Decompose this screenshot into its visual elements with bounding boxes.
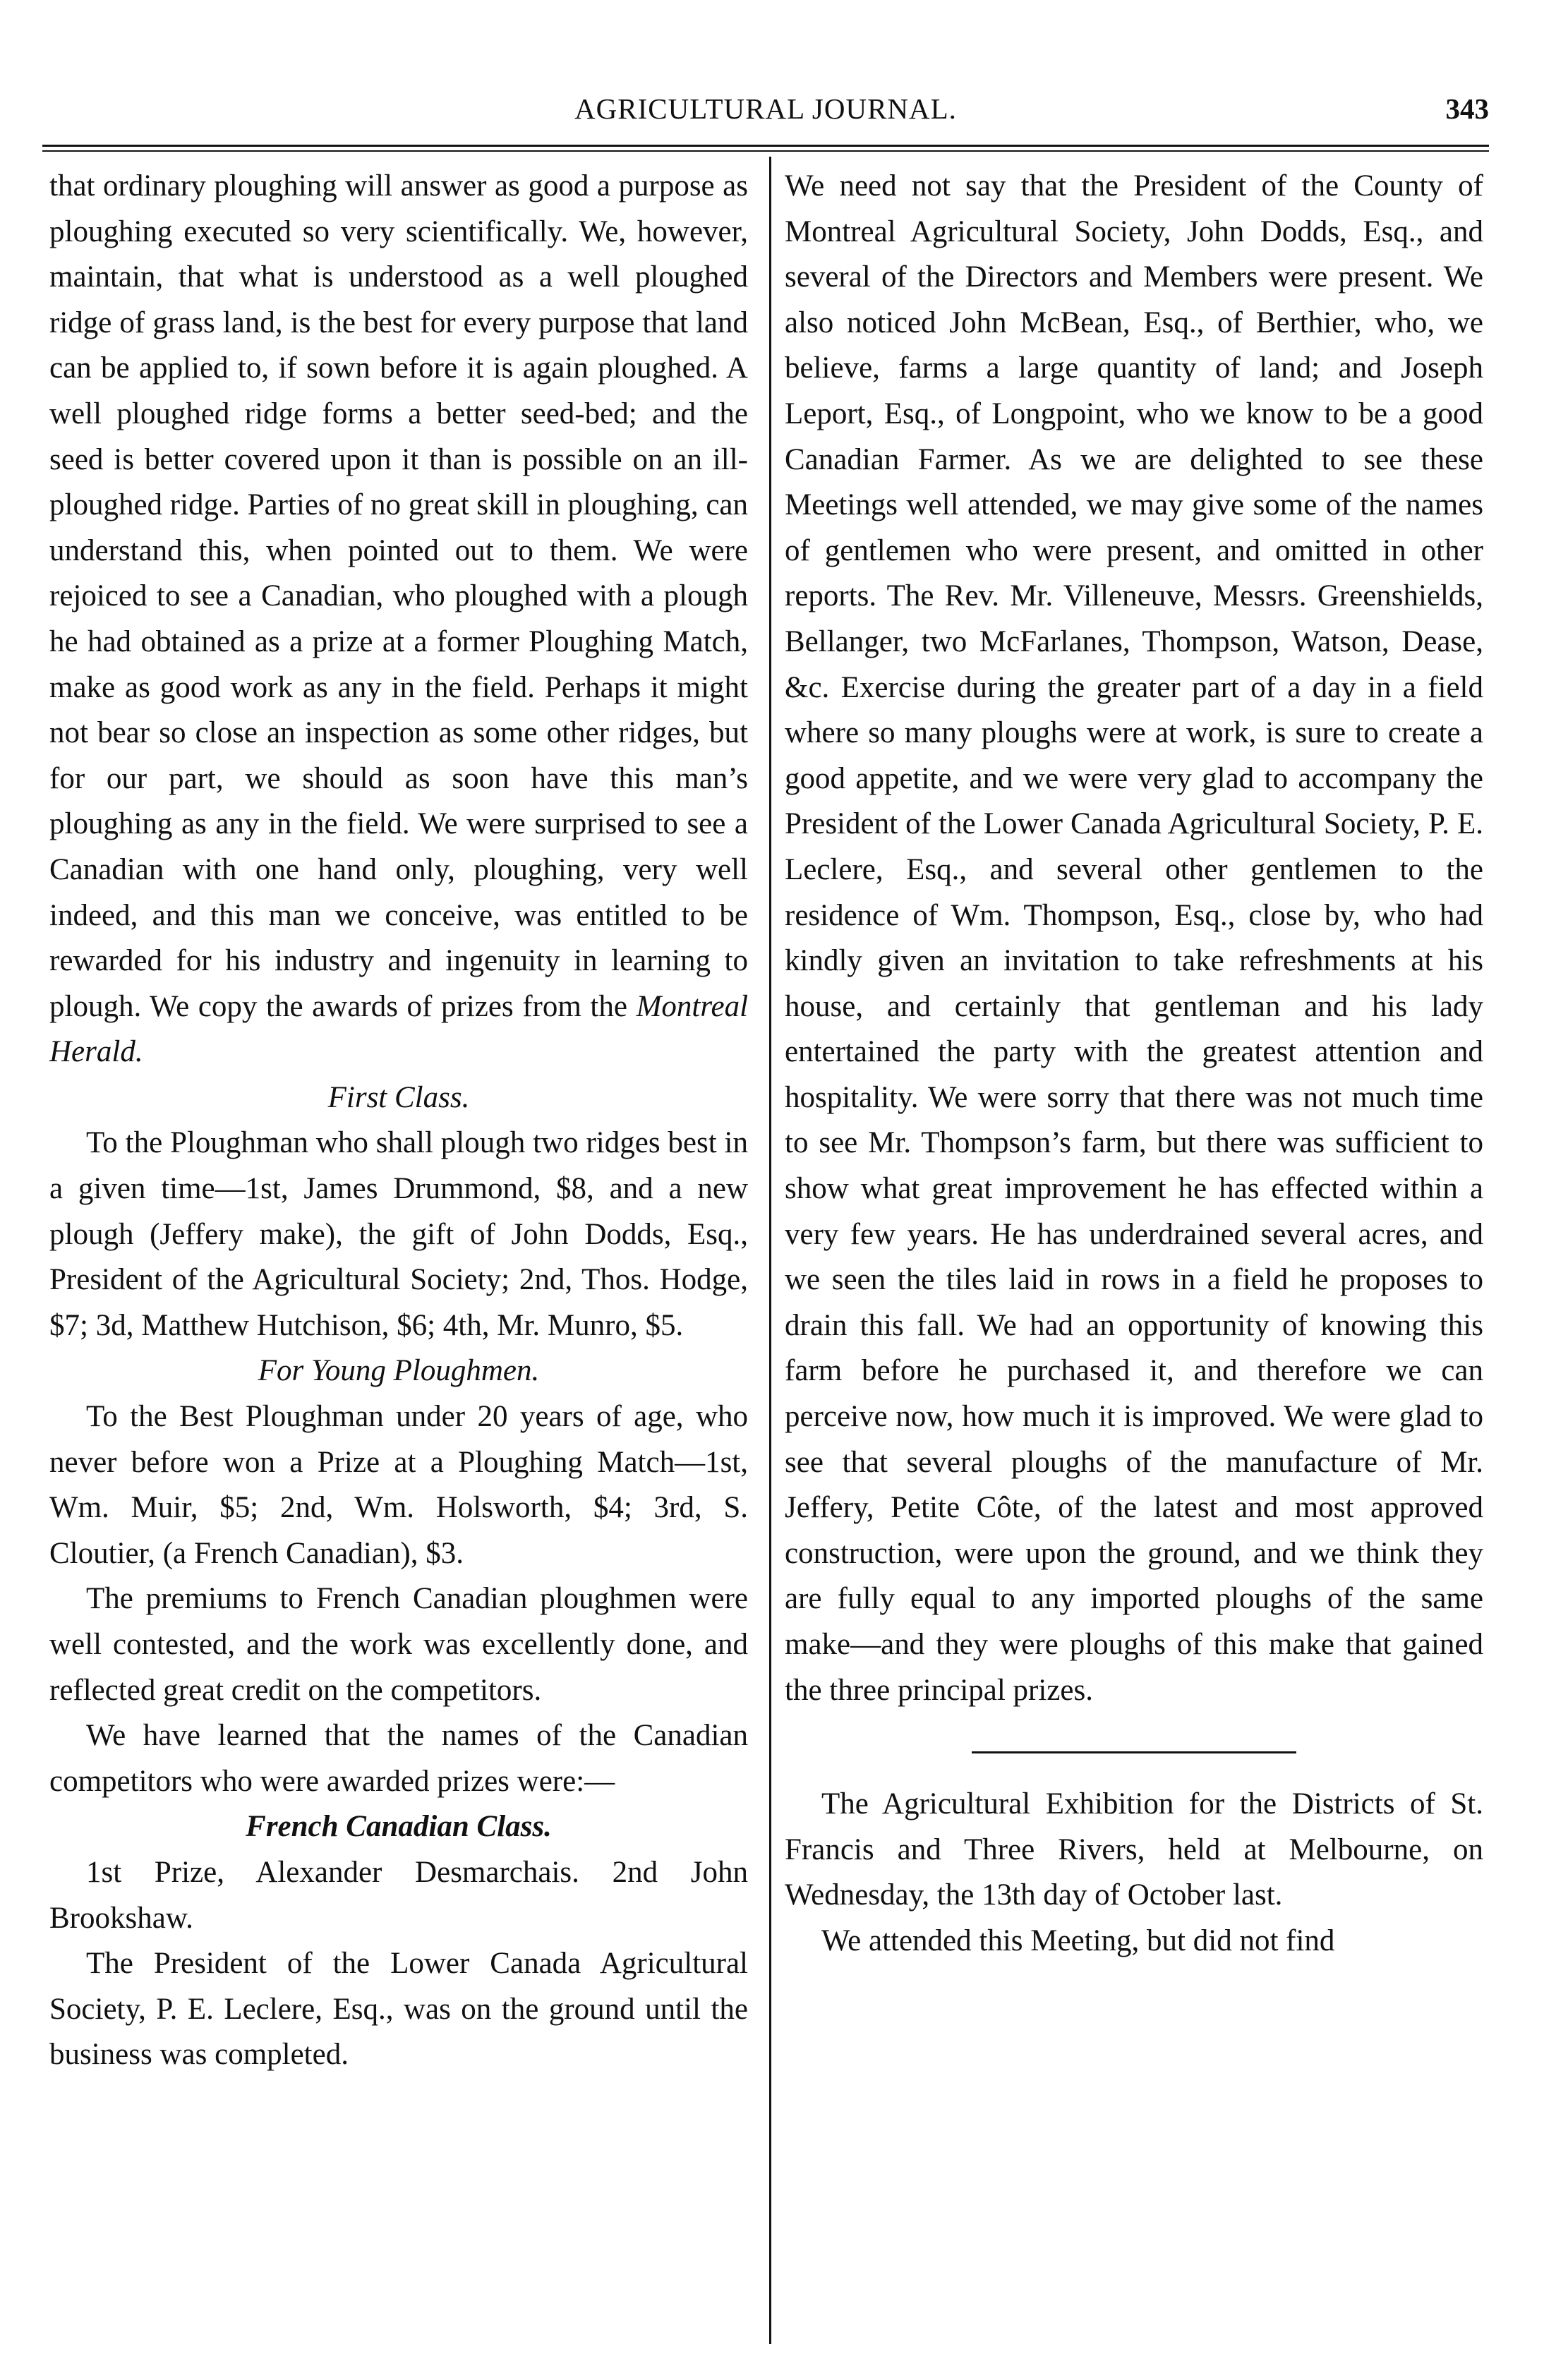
column-divider: [769, 157, 771, 2344]
header-rule: [42, 145, 1489, 152]
page-number: 343: [1445, 92, 1489, 125]
right-paragraph-1: We need not say that the President of the County of Montreal Agricultural Society, John Dodds, Esq., and several of the Directors and Members were present. We also noticed John McBean, Esq., of Berthier, who, we believe, farms a large quantity of land; and Joseph Leport, Esq., of Longpoint, who we know to be a good Canadian Farmer. As we are delighted to see these Meetings well attended, we may give some of the names of gentlemen who were present, and omitted in other reports. The Rev. Mr. Villeneuve, Messrs. Greenshields, Bellanger, two McFarlanes, Thompson, Watson, Dease, &c. Exercise during the greater part of a day in a field where so many ploughs were at work, is sure to create a good appetite, and we were very glad to accompany the President of the Lower Canada Agricultural Society, P. E. Leclere, Esq., and several other gentlemen to the residence of Wm. Thompson, Esq., close by, who had kindly given an invitation to take refreshments at his house, and certainly that gentleman and his lady entertained the party with the greatest attention and hospitality. We were sorry that there was not much time to see Mr. Thompson’s farm, but there was sufficient to show what great improvement he has effected within a very few years. He has underdrained several acres, and we seen the tiles laid in rows in a field he proposes to drain this fall. We had an opportunity of knowing this farm before he purchased it, and therefore we can perceive now, how much it is improved. We were glad to see that several ploughs of the manufacture of Mr. Jeffery, Petite Côte, of the latest and most approved construction, were upon the ground, and we think they are fully equal to any imported ploughs of the same make—and they were ploughs of this make that gained the three principal prizes.: [785, 169, 1483, 1707]
left-paragraph-first-class-awards: To the Ploughman who shall plough two ridges best in a given time—1st, James Drummond, $8, and a new plough (Jeffery make), the gift of John Dodds, Esq., President of the Agricultural Society; 2nd, Thos. Hodge, $7; 3d, Matthew Hutchison, $6; 4th, Mr. Munro, $5.: [49, 1126, 748, 1342]
section-separator-rule: [972, 1751, 1296, 1753]
running-head: [42, 92, 1489, 134]
left-paragraph-president: The President of the Lower Canada Agricultural Society, P. E. Leclere, Esq., was on the ground until the business was completed.: [49, 1947, 748, 2072]
heading-french-canadian-class: French Canadian Class.: [246, 1810, 552, 1844]
left-paragraph-young-awards: To the Best Ploughman under 20 years of age, who never before won a Prize at a Ploughing Match—1st, Wm. Muir, $5; 2nd, Wm. Holsworth, $4; 3rd, S. Cloutier, (a French Canadian), $3.: [49, 1400, 748, 1570]
left-column: [49, 164, 748, 2078]
left-paragraph-french-awards: 1st Prize, Alexander Desmarchais. 2nd John Brookshaw.: [49, 1855, 748, 1935]
left-paragraph-premiums: The premiums to French Canadian ploughmen were well contested, and the work was excellently done, and reflected great credit on the competitors.: [49, 1582, 748, 1707]
left-paragraph-1: [49, 164, 748, 1075]
left-paragraph-competitors: We have learned that the names of the Canadian competitors who were awarded prizes were:—: [49, 1719, 748, 1798]
right-paragraph-attended: We attended this Meeting, but did not find: [821, 1924, 1335, 1957]
right-column: [785, 164, 1483, 1964]
left-paragraph-1-text: that ordinary ploughing will answer as good a purpose as ploughing executed so very scientifically. We, however, maintain, that what is understood as a well ploughed ridge of grass land, is the best for every purpose that land can be applied to, if sown before it is again ploughed. A well ploughed ridge forms a better seed-bed; and the seed is better covered upon it than is possible on an ill-ploughed ridge. Parties of no great skill in ploughing, can understand this, when pointed out to them. We were rejoiced to see a Canadian, who ploughed with a plough he had obtained as a prize at a former Ploughing Match, make as good work as any in the field. Perhaps it might not bear so close an inspection as some other ridges, but for our part, we should as soon have this man’s ploughing as any in the field. We were surprised to see a Canadian with one hand only, ploughing, very well indeed, and this man we conceive, was entitled to be rewarded for his industry and ingenuity in learning to plough. We copy the awards of prizes from the: [49, 169, 749, 1023]
newspaper-title: Montreal Herald.: [49, 989, 749, 1069]
running-title: AGRICULTURAL JOURNAL.: [574, 92, 957, 125]
right-paragraph-exhibition: The Agricultural Exhibition for the Districts of St. Francis and Three Rivers, held at Melbourne, on Wednesday, the 13th day of October last.: [785, 1787, 1483, 1912]
heading-first-class: First Class.: [327, 1080, 470, 1114]
heading-young-ploughmen: For Young Ploughmen.: [258, 1354, 540, 1388]
